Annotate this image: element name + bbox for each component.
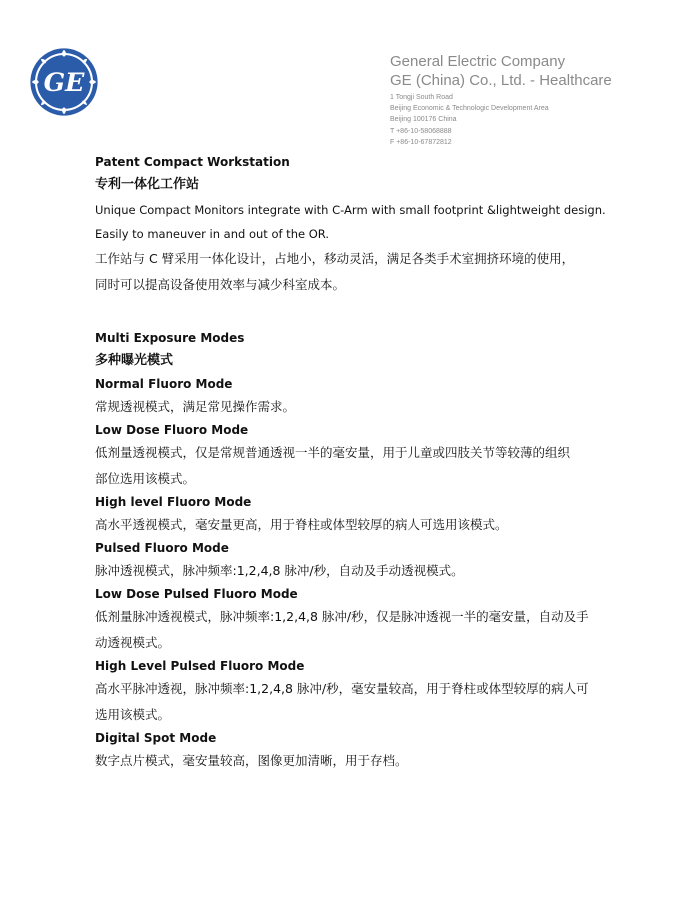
paragraph-line-en: Easily to maneuver in and out of the OR. [95,227,329,241]
paragraph-line-en: Unique Compact Monitors integrate with C-Arm with small footprint &lightweight design. [95,203,606,217]
company-name: General Electric Company [390,53,566,70]
mode-description: 高水平透视模式，毫安量更高，用于脊柱或体型较厚的病人可选用该模式。 [95,517,508,532]
mode-description: 动透视模式。 [95,635,171,650]
fax-line: F +86-10-67872812 [390,138,452,146]
mode-name: Normal Fluoro Mode [95,377,233,391]
ge-logo-text: GE [43,67,85,98]
paragraph-line-zh: 工作站与 C 臂采用一体化设计，占地小，移动灵活，满足各类手术室拥挤环境的使用， [95,251,575,266]
document-body [95,152,655,774]
mode-name: Low Dose Pulsed Fluoro Mode [95,587,298,601]
address-line: 1 Tongji South Road [390,94,453,101]
company-letterhead [390,52,690,148]
mode-name: High level Fluoro Mode [95,495,252,509]
ge-logo [29,47,99,117]
section-title-en: Patent Compact Workstation [95,155,290,169]
mode-name: High Level Pulsed Fluoro Mode [95,659,305,673]
mode-name: Pulsed Fluoro Mode [95,541,229,555]
address-line: Beijing Economic & Technologic Development Area [390,105,549,113]
address-line: Beijing 100176 China [390,116,457,124]
mode-description: 常规透视模式，满足常见操作需求。 [95,399,296,414]
mode-description: 高水平脉冲透视，脉冲频率:1,2,4,8 脉冲/秒，毫安量较高，用于脊柱或体型较厚的病人可 [95,681,589,696]
mode-description: 数字点片模式，毫安量较高，图像更加清晰，用于存档。 [95,753,408,768]
mode-name: Digital Spot Mode [95,731,217,745]
company-division: GE (China) Co., Ltd. - Healthcare [390,72,612,89]
phone-line: T +86-10-58068888 [390,127,452,135]
mode-description: 选用该模式。 [95,707,171,722]
section-title-zh: 专利一体化工作站 [95,177,200,192]
mode-description: 低剂量透视模式，仅是常规普通透视一半的毫安量，用于儿童或四肢关节等较薄的组织 [95,445,571,460]
mode-description: 低剂量脉冲透视模式，脉冲频率:1,2,4,8 脉冲/秒，仅是脉冲透视一半的毫安量，自动及手 [95,609,589,624]
section-title-zh: 多种曝光模式 [95,353,174,368]
section-spacer [95,298,655,328]
mode-description: 脉冲透视模式，脉冲频率:1,2,4,8 脉冲/秒，自动及手动透视模式。 [95,563,464,578]
paragraph-line-zh: 同时可以提高设备使用效率与减少科室成本。 [95,277,346,292]
section-title-en: Multi Exposure Modes [95,331,245,345]
mode-name: Low Dose Fluoro Mode [95,423,249,437]
mode-description: 部位选用该模式。 [95,471,196,486]
